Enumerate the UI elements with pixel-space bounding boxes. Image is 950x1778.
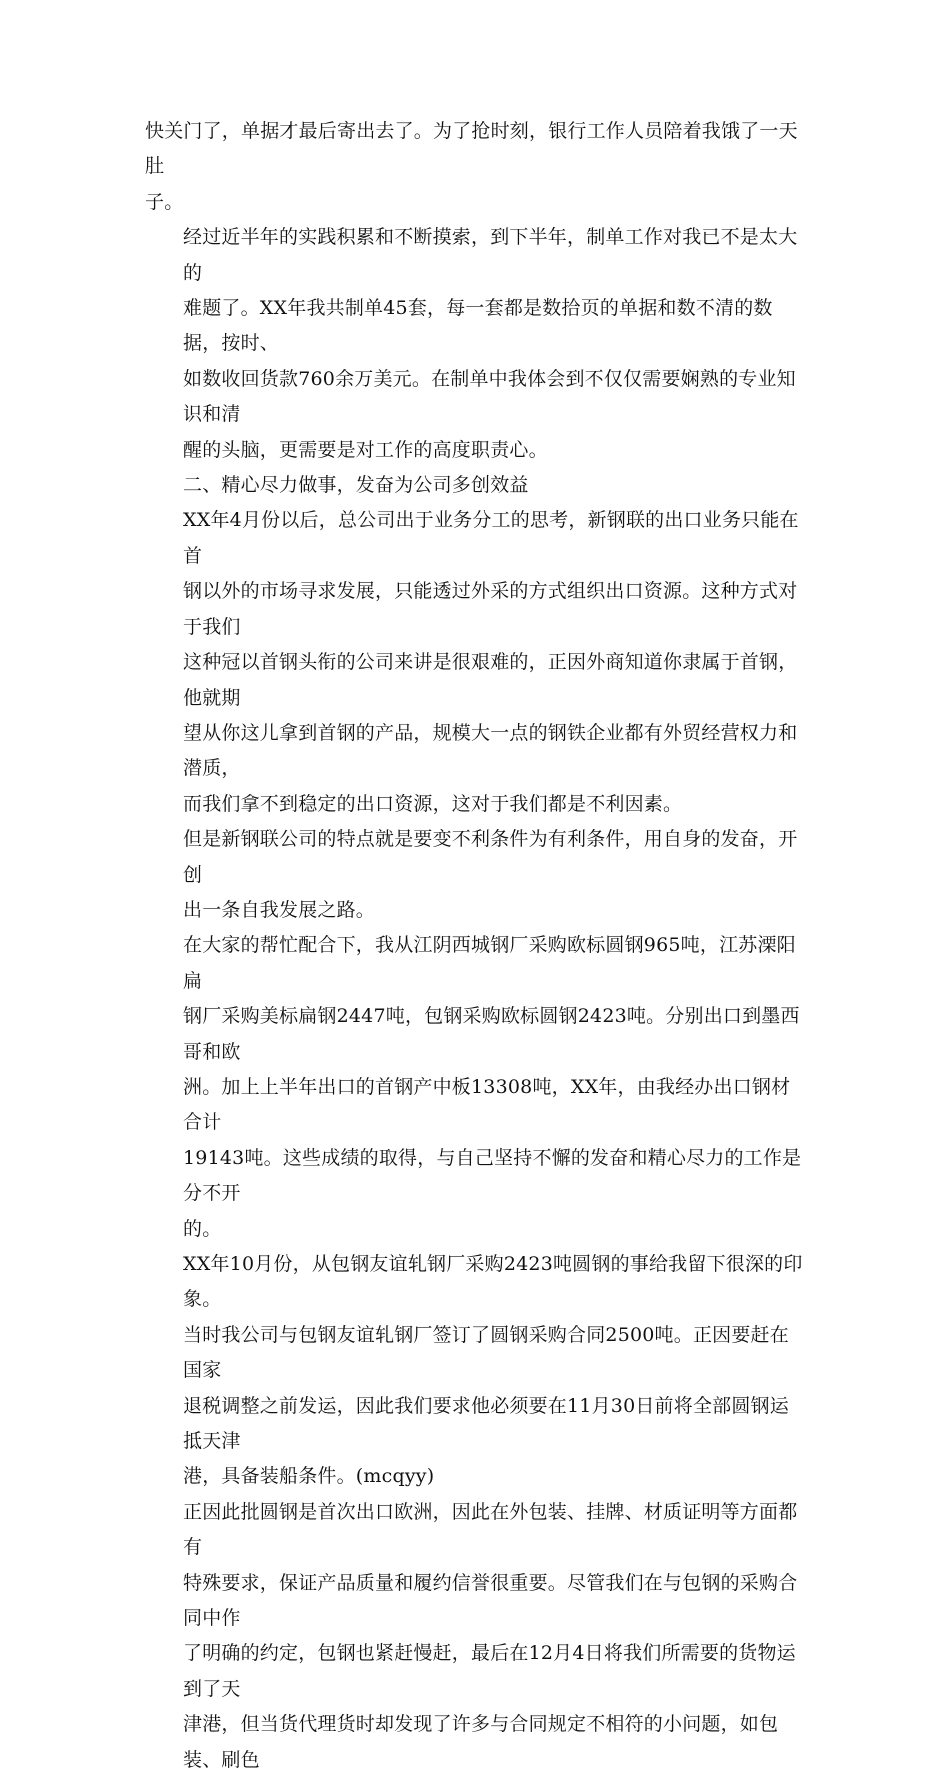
paragraph-document-work: 经过近半年的实践积累和不断摸索，到下半年，制单工作对我已不是太大的 难题了。XX年我共制单45套，每一套都是数拾页的单据和数不清的数据，按时、 如数收回货款760余万美元。在制单中我体会到不仅仅需要娴熟的专业知识和清 醒的头脑，更需要是对工作的高度职责心。 — [183, 226, 798, 461]
paragraph-contract: 当时我公司与包钢友谊轧钢厂签订了圆钢采购合同2500吨。正因要赶在国家 退税调整之前发运，因此我们要求他必须要在11月30日前将全部圆钢运抵天津 港，具备装船条件。(mcqyy) — [183, 1323, 789, 1488]
paragraph-export-business: XX年4月份以后，总公司出于业务分工的思考，新钢联的出口业务只能在首 钢以外的市场寻求发展，只能透过外采的方式组织出口资源。这种方式对于我们 这种冠以首钢头衔的公司来讲是很艰难的，正因外商知道你隶属于首钢，他就期 望从你这儿拿到首钢的产品，规模大一点的钢铁企业都有外贸经营权力和潜质， 而我们拿不到稳定的出口资源，这对于我们都是不利因素。 — [183, 509, 799, 815]
paragraph-continued: 快关门了，单据才最后寄出去了。为了抢时刻，银行工作人员陪着我饿了一天肚 子。 — [145, 120, 798, 213]
paragraph-company-traits: 但是新钢联公司的特点就是要变不利条件为有利条件，用自身的发奋，开创 出一条自我发展之路。 — [183, 828, 798, 921]
document-body — [145, 114, 805, 1778]
paragraph-procurement: 在大家的帮忙配合下，我从江阴西城钢厂采购欧标圆钢965吨，江苏溧阳扁 钢厂采购美标扁钢2447吨，包钢采购欧标圆钢2423吨。分别出口到墨西哥和欧 洲。加上上半年出口的首钢产中板13308吨，XX年，由我经办出口钢材合计 19143吨。这些成绩的取得，与自己坚持不懈的发奋和精心尽力的工作是分不开 的。 — [183, 934, 802, 1240]
paragraph-october-event: XX年10月份，从包钢友谊轧钢厂采购2423吨圆钢的事给我留下很深的印象。 — [183, 1253, 803, 1311]
section-heading: 二、精心尽力做事，发奋为公司多创效益 — [183, 474, 529, 497]
paragraph-first-export-europe: 正因此批圆钢是首次出口欧洲，因此在外包装、挂牌、材质证明等方面都有 特殊要求，保证产品质量和履约信誉很重要。尽管我们在与包钢的采购合同中作 了明确的约定，包钢也紧赶慢赶，最后在12月4日将我们所需要的货物运到了天 津港，但当货代理货时却发现了许多与合同规定不相符的小问题，如包装、刷色 — [183, 1500, 798, 1771]
